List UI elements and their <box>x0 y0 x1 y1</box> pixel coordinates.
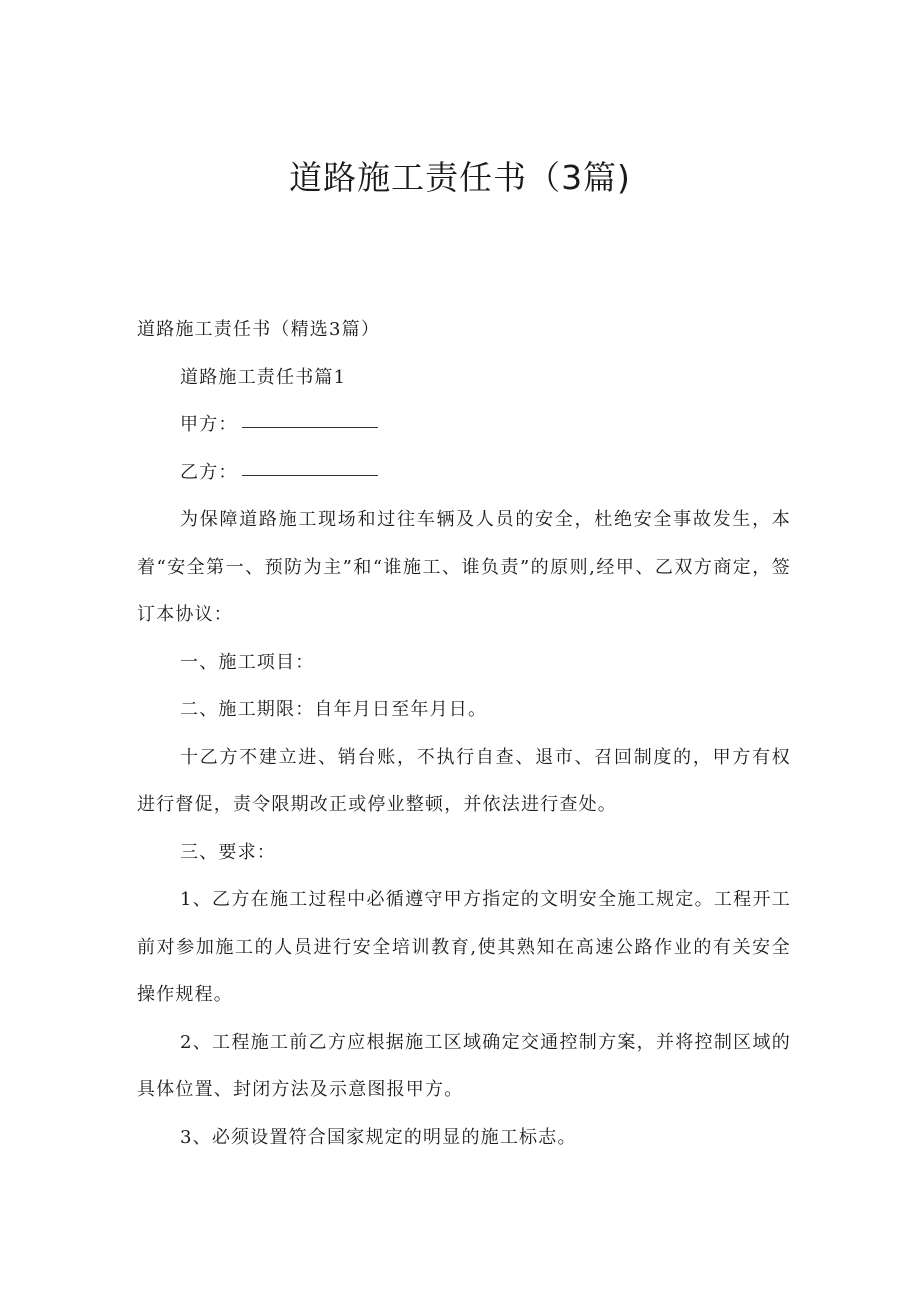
party-b-blank <box>242 474 378 476</box>
paragraph-requirement-1: 1、乙方在施工过程中必循遵守甲方指定的文明安全施工规定。工程开工前对参加施工的人员进行安全培训教育,使其熟知在高速公路作业的有关安全操作规程。 <box>137 889 791 1005</box>
paragraph-requirements-heading: 三、要求： <box>180 841 276 863</box>
party-a-line <box>137 401 791 449</box>
document-subtitle: 道路施工责任书（精选3篇） <box>137 319 381 340</box>
party-b-line <box>137 449 791 497</box>
paragraph-intro: 为保障道路施工现场和过往车辆及人员的安全，杜绝安全事故发生，本着“安全第一、预防为主”和“谁施工、谁负责”的原则,经甲、乙双方商定，签订本协议： <box>137 509 791 625</box>
paragraph-period: 二、施工期限：自年月日至年月日。 <box>180 699 488 720</box>
party-a-label: 甲方： <box>180 414 238 435</box>
section-heading: 道路施工责任书篇1 <box>180 366 347 388</box>
document-title: 道路施工责任书（3篇) <box>289 158 631 197</box>
paragraph-requirement-2: 2、工程施工前乙方应根据施工区域确定交通控制方案，并将控制区域的具体位置、封闭方法及示意图报甲方。 <box>137 1031 791 1100</box>
paragraph-ledger: 十乙方不建立进、销台账，不执行自查、退市、召回制度的，甲方有权进行督促，责令限期改正或停业整顿，并依法进行查处。 <box>137 746 791 815</box>
party-a-blank <box>242 426 378 428</box>
party-b-label: 乙方： <box>180 461 238 483</box>
paragraph-project: 一、施工项目： <box>180 651 315 673</box>
document-body <box>137 306 791 1161</box>
paragraph-requirement-3: 3、必须设置符合国家规定的明显的施工标志。 <box>180 1126 577 1148</box>
